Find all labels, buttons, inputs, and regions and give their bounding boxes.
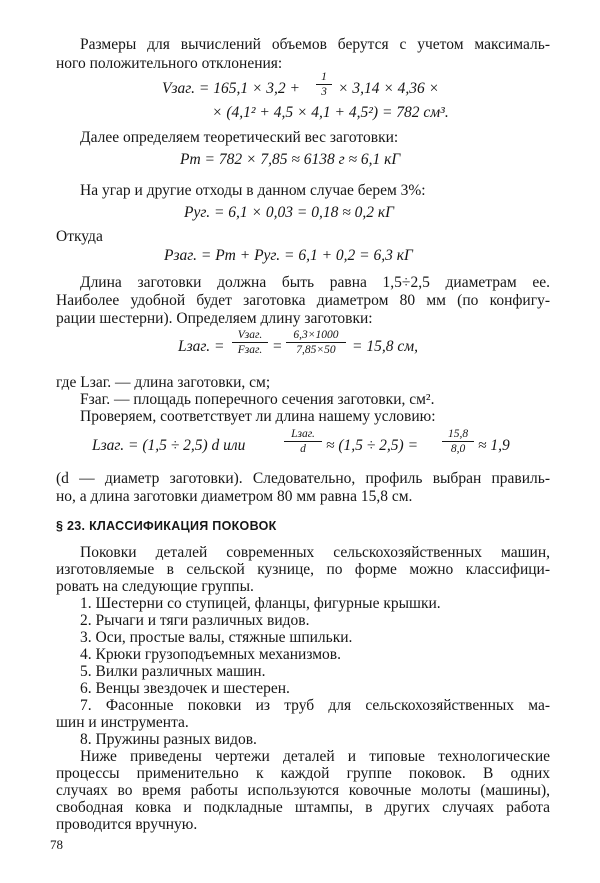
section-p2-line-1: Ниже приведены чертежи деталей и типовые технологические <box>80 748 550 765</box>
formula-cond-right: ≈ 1,9 <box>478 437 510 454</box>
list-item: 8. Пружины разных видов. <box>80 731 257 748</box>
text-prov: Проверяем, соответствует ли длина нашему условию: <box>80 408 436 425</box>
formula-vzag-fraction <box>316 70 332 99</box>
formula-vzag-right: × 3,14 × 4,36 × <box>338 80 440 97</box>
section-p2-line-5: проводится вручную. <box>56 816 198 833</box>
fraction-denominator: 3 <box>321 86 327 98</box>
text-diam-1: (d — диаметр заготовки). Следовательно, профиль выбран правиль- <box>56 470 550 487</box>
text-ugar: На угар и другие отходы в данном случае берем 3%: <box>80 182 426 199</box>
fraction-numerator: 15,8 <box>442 427 474 442</box>
section-p1-line-3: ровать на следующие группы. <box>56 578 254 595</box>
formula-vzag-line-2: × (4,1² + 4,5 × 4,1 + 4,5²) = 782 см³. <box>212 104 449 121</box>
text-gde-1: где Lзаг. — длина заготовки, см; <box>56 374 271 391</box>
fraction-denominator: 8,0 <box>450 443 466 455</box>
fraction-denominator: 7,85×50 <box>296 344 336 356</box>
list-item: 6. Венцы звездочек и шестерен. <box>80 680 290 697</box>
section-p2-line-3: случаях во время работы используются ковочные молоты (машины), <box>56 782 550 799</box>
list-item: 3. Оси, простые валы, стяжные шпильки. <box>80 629 353 646</box>
section-p2-line-4: свободная ковка и подкладные штампы, в других случаях работа <box>56 799 550 816</box>
fraction-denominator: d <box>300 443 306 455</box>
formula-lzag-right: = 15,8 см, <box>352 338 418 355</box>
page-number: 78 <box>50 837 63 852</box>
formula-cond-mid: ≈ (1,5 ÷ 2,5) = <box>326 437 419 454</box>
section-heading: § 23. КЛАССИФИКАЦИЯ ПОКОВОК <box>56 519 277 533</box>
intro-line-1: Размеры для вычислений объемов берутся с учетом максималь- <box>80 36 550 53</box>
formula-vzag-left: Vзаг. = 165,1 × 3,2 + <box>162 80 300 97</box>
list-item-continuation: шин и инструмента. <box>56 714 189 731</box>
formula-cond-fraction-1 <box>284 427 322 456</box>
section-p1-line-1: Поковки деталей современных сельскохозяйственных машин, <box>80 544 550 561</box>
list-item: 2. Рычаги и тяги различных видов. <box>80 612 310 629</box>
text-dlina-2: Наиболее удобной будет заготовка диаметром 80 мм (по конфигу- <box>56 292 550 309</box>
list-item: 7. Фасонные поковки из труб для сельскохозяйственных ма- <box>80 697 550 714</box>
intro-line-2: ного положительного отклонения: <box>56 55 283 72</box>
formula-cond-fraction-2 <box>442 427 474 456</box>
text-otkuda: Откуда <box>56 228 103 245</box>
fraction-numerator: Vзаг. <box>232 328 268 343</box>
fraction-numerator: Lзаг. <box>284 427 322 442</box>
formula-pzag: Pзаг. = Pт + Pуг. = 6,1 + 0,2 = 6,3 кГ <box>164 247 413 264</box>
list-item: 5. Вилки различных машин. <box>80 663 266 680</box>
text-gde-2: Fзаг. — площадь поперечного сечения заготовки, см². <box>80 391 435 408</box>
formula-cond-left: Lзаг. = (1,5 ÷ 2,5) d или <box>92 437 246 454</box>
section-p2-line-2: процессы применительно к каждой группе поковок. В одних <box>56 765 550 782</box>
text-teor: Далее определяем теоретический вес заготовки: <box>80 129 399 146</box>
formula-pug: Pуг. = 6,1 × 0,03 = 0,18 ≈ 0,2 кГ <box>184 204 394 221</box>
fraction-numerator: 1 <box>316 70 332 85</box>
text-diam-2: но, а длина заготовки диаметром 80 мм равна 15,8 см. <box>56 488 413 505</box>
formula-lzag-fraction-2 <box>286 328 346 357</box>
list-item: 1. Шестерни со ступицей, фланцы, фигурные крышки. <box>80 595 441 612</box>
formula-lzag-fraction-1 <box>232 328 268 357</box>
list-item: 4. Крюки грузоподъемных механизмов. <box>80 646 341 663</box>
text-dlina-3: рации шестерни). Определяем длину заготовки: <box>56 310 373 327</box>
text-dlina-1: Длина заготовки должна быть равна 1,5÷2,5 диаметрам ее. <box>80 274 550 291</box>
formula-lzag-eq: = <box>272 338 283 355</box>
section-p1-line-2: изготовляемые в сельской кузнице, по форме можно классифици- <box>56 561 550 578</box>
formula-pt: Pт = 782 × 7,85 ≈ 6138 г ≈ 6,1 кГ <box>180 151 401 168</box>
fraction-numerator: 6,3×1000 <box>286 328 346 343</box>
fraction-denominator: Fзаг. <box>237 344 263 356</box>
formula-lzag-left: Lзаг. = <box>178 338 225 355</box>
